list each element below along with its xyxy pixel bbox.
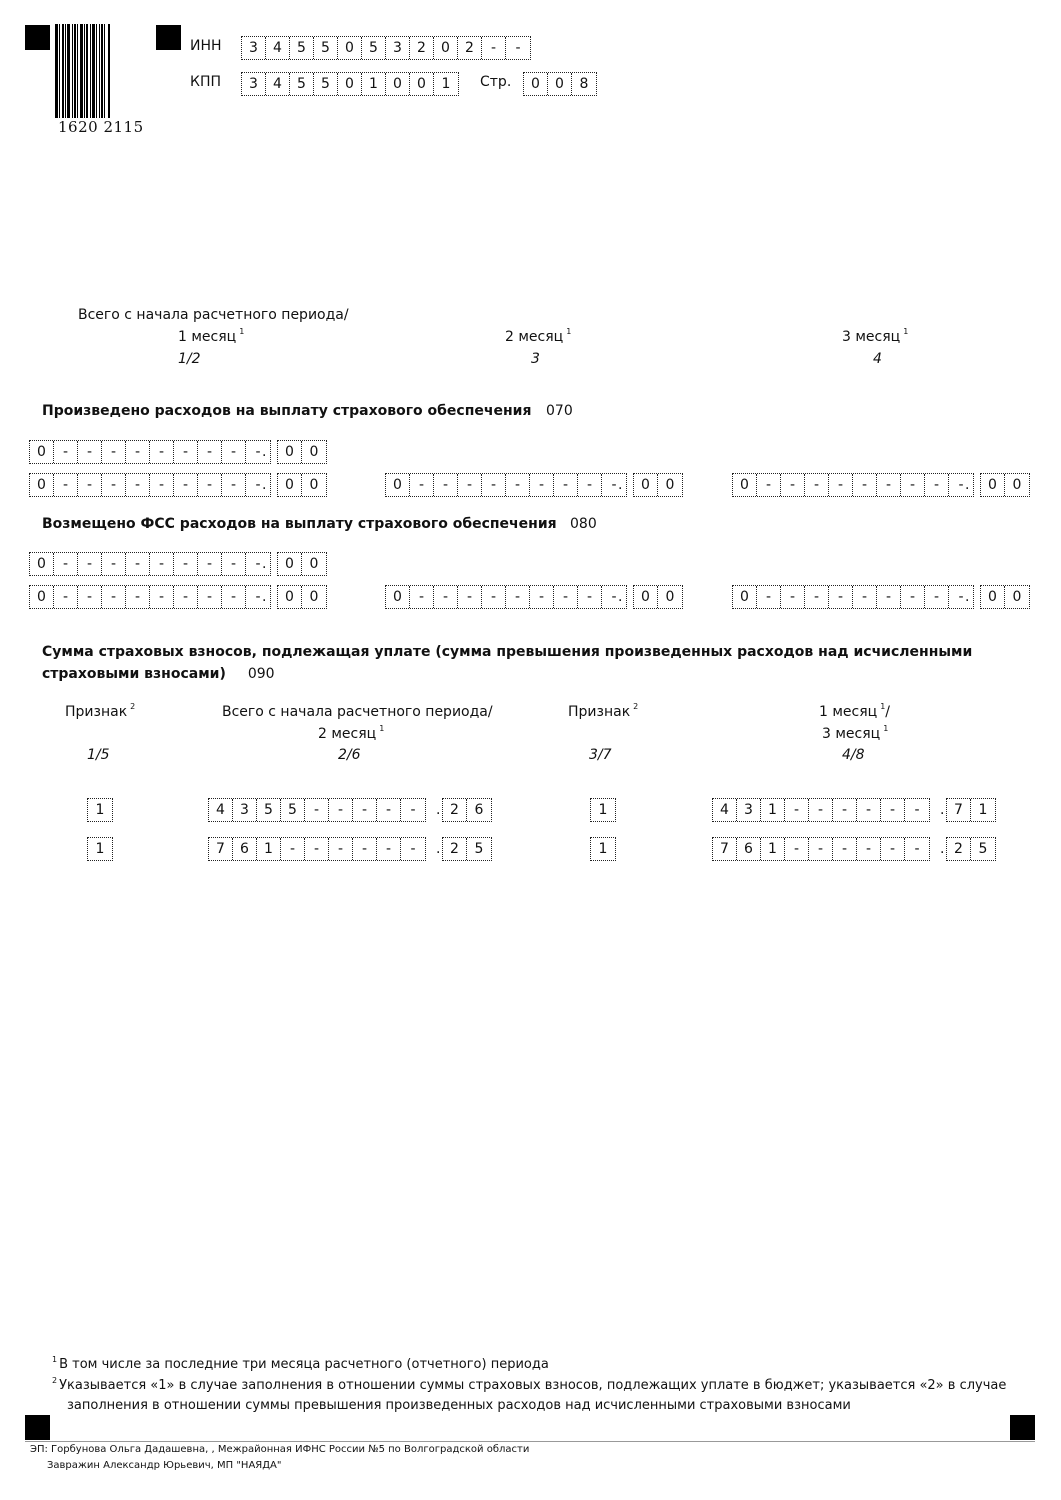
digit-cell: - [78, 474, 102, 496]
barcode-number: 1620 2115 [58, 118, 144, 136]
digit-cell: - [857, 838, 881, 860]
s090-r2-amount-b-dot: . [940, 841, 945, 857]
digit-cell: - [530, 474, 554, 496]
digit-cell: 2 [443, 838, 467, 860]
s070-r2-c2-dot: . [618, 477, 623, 493]
digit-cell: 5 [314, 73, 338, 95]
digit-cell: - [255, 444, 261, 460]
col2-code: 3 [531, 351, 540, 367]
digit-cell: - [805, 586, 829, 608]
digit-cell: - [554, 474, 578, 496]
digit-cell: 1 [761, 838, 785, 860]
digit-cell: - [833, 838, 857, 860]
digit-cell: - [853, 586, 877, 608]
s080-r2-c1-int[interactable] [29, 585, 271, 609]
digit-cell: 0 [665, 589, 675, 605]
digit-cell: - [174, 474, 198, 496]
s070-r2-c1-int[interactable] [29, 473, 271, 497]
digit-cell: - [102, 441, 126, 463]
digit-cell: 5 [314, 37, 338, 59]
footnote-2-line1: $^2$ Указывается «1» в случае заполнения в отношении суммы страховых взносов, подлежащих уплате в бюджет; указывается «2» в случае [52, 1376, 1007, 1393]
digit-cell: 0 [386, 586, 410, 608]
digit-cell: 5 [978, 841, 988, 857]
digit-cell: 4 [209, 799, 233, 821]
s080-r2-c1-dec[interactable] [277, 585, 327, 609]
digit-cell: 0 [1012, 477, 1022, 493]
digit-cell: - [785, 838, 809, 860]
digit-cell: - [829, 586, 853, 608]
digit-cell: 0 [30, 441, 54, 463]
total-period-label-090: Всего с начала расчетного периода/ [222, 704, 493, 720]
digit-cell: 1 [598, 841, 608, 857]
digit-cell: 0 [30, 553, 54, 575]
digit-cell: 0 [386, 73, 410, 95]
code-4-8: 4/8 [842, 747, 865, 763]
corner-marker-bottom-right [1010, 1415, 1035, 1440]
digit-cell: 6 [474, 802, 484, 818]
s090-r1-priznak-b[interactable] [590, 798, 616, 822]
digit-cell: 2 [458, 37, 482, 59]
digit-cell: 0 [309, 477, 319, 493]
digit-cell: - [857, 799, 881, 821]
digit-cell: 0 [278, 586, 302, 608]
digit-cell: - [925, 474, 949, 496]
section-080-code: 080 [570, 516, 597, 532]
digit-cell: - [198, 474, 222, 496]
digit-cell: - [881, 799, 905, 821]
corner-marker-bottom-left [25, 1415, 50, 1440]
digit-cell: - [126, 553, 150, 575]
section-080-title: Возмещено ФСС расходов на выплату страхового обеспечения [42, 516, 557, 532]
barcode-image [55, 24, 153, 118]
s090-r2-amount-a-dec[interactable] [442, 837, 492, 861]
digit-cell: 3 [242, 37, 266, 59]
digit-cell: 5 [257, 799, 281, 821]
digit-cell: - [353, 799, 377, 821]
digit-cell: - [578, 586, 602, 608]
digit-cell: - [150, 441, 174, 463]
digit-cell: - [901, 474, 925, 496]
digit-cell: 0 [30, 586, 54, 608]
digit-cell: - [611, 477, 617, 493]
digit-cell: - [54, 553, 78, 575]
digit-cell: - [482, 586, 506, 608]
digit-cell: 0 [309, 556, 319, 572]
digit-cell: - [805, 474, 829, 496]
footnote-2-line2: заполнения в отношении суммы превышения произведенных расходов над исчисленными страховыми взносами [67, 1398, 851, 1413]
digit-cell: - [54, 441, 78, 463]
corner-marker-top-right-of-barcode [156, 25, 181, 50]
digit-cell: 7 [209, 838, 233, 860]
s080-r1-c1-dot: . [262, 556, 267, 572]
priznak-label-1: Признак $^2$ [65, 702, 136, 720]
digit-cell: 0 [338, 73, 362, 95]
digit-cell: 0 [1012, 589, 1022, 605]
digit-cell: - [781, 586, 805, 608]
signature-line2: Завражин Александр Юрьевич, МП "НАЯДА" [47, 1460, 282, 1471]
inn-field[interactable] [241, 36, 531, 60]
s070-r2-c3-dec[interactable] [980, 473, 1030, 497]
s090-r2-amount-a-dot: . [436, 841, 441, 857]
digit-cell: - [578, 474, 602, 496]
digit-cell: - [410, 802, 416, 818]
digit-cell: 0 [386, 474, 410, 496]
digit-cell: 1 [761, 799, 785, 821]
digit-cell: - [757, 586, 781, 608]
s080-r2-c2-int[interactable] [385, 585, 627, 609]
digit-cell: 4 [266, 73, 290, 95]
month2-label-090: 2 месяц $^1$ [318, 724, 385, 742]
digit-cell: 3 [386, 37, 410, 59]
digit-cell: - [126, 441, 150, 463]
code-1-5: 1/5 [87, 747, 110, 763]
s070-r1-c1-int[interactable] [29, 440, 271, 464]
digit-cell: - [781, 474, 805, 496]
digit-cell: - [150, 474, 174, 496]
kpp-label: КПП [190, 74, 221, 90]
digit-cell: 0 [733, 586, 757, 608]
digit-cell: - [150, 586, 174, 608]
digit-cell: - [809, 799, 833, 821]
code-3-7: 3/7 [589, 747, 612, 763]
s080-r2-c3-dec[interactable] [980, 585, 1030, 609]
digit-cell: - [222, 553, 246, 575]
digit-cell: 0 [309, 589, 319, 605]
digit-cell: 7 [713, 838, 737, 860]
digit-cell: 2 [947, 838, 971, 860]
digit-cell: - [222, 586, 246, 608]
kpp-field[interactable] [241, 72, 459, 96]
digit-cell: - [222, 474, 246, 496]
digit-cell: - [126, 586, 150, 608]
digit-cell: - [877, 586, 901, 608]
digit-cell: 2 [410, 37, 434, 59]
digit-cell: - [54, 474, 78, 496]
digit-cell: 1 [441, 76, 451, 92]
s080-r2-c1-dot: . [262, 589, 267, 605]
digit-cell: - [281, 838, 305, 860]
footer-divider [25, 1441, 1035, 1442]
digit-cell: - [785, 799, 809, 821]
digit-cell: - [833, 799, 857, 821]
digit-cell: - [198, 441, 222, 463]
digit-cell: 0 [309, 444, 319, 460]
corner-marker-top-left [25, 25, 50, 50]
digit-cell: - [255, 556, 261, 572]
col3-code: 4 [873, 351, 882, 367]
s080-r2-c2-dec[interactable] [633, 585, 683, 609]
s090-r2-priznak-b[interactable] [590, 837, 616, 861]
col1-code: 1/2 [178, 351, 201, 367]
digit-cell: - [434, 586, 458, 608]
s090-r1-amount-a-int[interactable] [208, 798, 426, 822]
s070-r1-c1-dec[interactable] [277, 440, 327, 464]
digit-cell: - [198, 553, 222, 575]
s070-r2-c3-dot: . [965, 477, 970, 493]
digit-cell: 4 [713, 799, 737, 821]
digit-cell: 0 [665, 477, 675, 493]
digit-cell: - [78, 553, 102, 575]
s090-r2-amount-a-int[interactable] [208, 837, 426, 861]
digit-cell: 1 [598, 802, 608, 818]
digit-cell: - [410, 841, 416, 857]
digit-cell: - [377, 838, 401, 860]
digit-cell: 2 [443, 799, 467, 821]
s070-r2-c1-dot: . [262, 477, 267, 493]
digit-cell: - [410, 474, 434, 496]
digit-cell: - [809, 838, 833, 860]
digit-cell: 1 [95, 841, 105, 857]
digit-cell: 1 [257, 838, 281, 860]
digit-cell: - [554, 586, 578, 608]
digit-cell: - [853, 474, 877, 496]
digit-cell: 1 [95, 802, 105, 818]
digit-cell: 6 [233, 838, 257, 860]
digit-cell: - [410, 586, 434, 608]
digit-cell: - [78, 441, 102, 463]
s070-r2-c3-int[interactable] [732, 473, 974, 497]
digit-cell: 5 [290, 37, 314, 59]
digit-cell: - [126, 474, 150, 496]
digit-cell: - [757, 474, 781, 496]
digit-cell: 0 [634, 586, 658, 608]
digit-cell: - [198, 586, 222, 608]
digit-cell: 7 [947, 799, 971, 821]
digit-cell: 5 [362, 37, 386, 59]
digit-cell: 0 [524, 73, 548, 95]
footnote-1: $^1$ В том числе за последние три месяца расчетного (отчетного) периода [52, 1355, 549, 1372]
s070-r1-c1-dot: . [262, 444, 267, 460]
digit-cell: - [255, 589, 261, 605]
digit-cell: 5 [281, 799, 305, 821]
digit-cell: 3 [233, 799, 257, 821]
digit-cell: 0 [410, 73, 434, 95]
digit-cell: 0 [981, 586, 1005, 608]
digit-cell: 0 [30, 474, 54, 496]
section-070-title: Произведено расходов на выплату страхового обеспечения [42, 403, 532, 419]
s090-r2-amount-b-dec[interactable] [946, 837, 996, 861]
digit-cell: - [329, 799, 353, 821]
s090-r1-amount-b-dot: . [940, 802, 945, 818]
digit-cell: - [255, 477, 261, 493]
digit-cell: 8 [579, 76, 589, 92]
section-090-title-line2: страховыми взносами) 090 [42, 666, 275, 682]
digit-cell: - [914, 802, 920, 818]
digit-cell: - [482, 37, 506, 59]
digit-cell: - [914, 841, 920, 857]
digit-cell: 0 [278, 553, 302, 575]
digit-cell: - [877, 474, 901, 496]
digit-cell: - [78, 586, 102, 608]
digit-cell: - [611, 589, 617, 605]
s090-r1-amount-b-int[interactable] [712, 798, 930, 822]
month2-label: 2 месяц $^1$ [505, 327, 572, 345]
digit-cell: 0 [278, 474, 302, 496]
digit-cell: 0 [634, 474, 658, 496]
digit-cell: - [305, 838, 329, 860]
s070-r2-c1-dec[interactable] [277, 473, 327, 497]
signature-line1: ЭП: Горбунова Ольга Дадашевна, , Межрайонная ИФНС России №5 по Волгоградской области [30, 1444, 530, 1455]
digit-cell: - [174, 553, 198, 575]
digit-cell: - [458, 586, 482, 608]
digit-cell: - [377, 799, 401, 821]
inn-label: ИНН [190, 38, 222, 54]
digit-cell: - [174, 586, 198, 608]
digit-cell: - [506, 474, 530, 496]
s090-r1-priznak-a[interactable] [87, 798, 113, 822]
digit-cell: - [482, 474, 506, 496]
digit-cell: - [515, 40, 521, 56]
digit-cell: - [102, 586, 126, 608]
digit-cell: - [434, 474, 458, 496]
s090-r1-amount-a-dot: . [436, 802, 441, 818]
s090-r2-amount-b-int[interactable] [712, 837, 930, 861]
s080-r2-c3-int[interactable] [732, 585, 974, 609]
section-070-code: 070 [546, 403, 573, 419]
s070-r2-c2-int[interactable] [385, 473, 627, 497]
digit-cell: 0 [434, 37, 458, 59]
digit-cell: 5 [474, 841, 484, 857]
digit-cell: - [102, 474, 126, 496]
digit-cell: 4 [266, 37, 290, 59]
total-period-label: Всего с начала расчетного периода/ [78, 307, 349, 323]
digit-cell: 1 [978, 802, 988, 818]
month3-label: 3 месяц $^1$ [842, 327, 909, 345]
digit-cell: 0 [548, 73, 572, 95]
month1-label: 1 месяц $^1$ [178, 327, 245, 345]
digit-cell: - [925, 586, 949, 608]
month3-label-090: 3 месяц $^1$ [822, 724, 889, 742]
s090-r1-amount-b-dec[interactable] [946, 798, 996, 822]
s090-r1-amount-a-dec[interactable] [442, 798, 492, 822]
digit-cell: - [305, 799, 329, 821]
page-label: Стр. [480, 74, 512, 90]
digit-cell: - [881, 838, 905, 860]
month1-label-090: 1 месяц $^1$/ [819, 702, 890, 720]
digit-cell: - [958, 477, 964, 493]
digit-cell: - [506, 586, 530, 608]
digit-cell: - [329, 838, 353, 860]
digit-cell: 5 [290, 73, 314, 95]
s080-r1-c1-dec[interactable] [277, 552, 327, 576]
code-2-6: 2/6 [338, 747, 361, 763]
digit-cell: 0 [981, 474, 1005, 496]
s070-r2-c2-dec[interactable] [633, 473, 683, 497]
digit-cell: - [353, 838, 377, 860]
digit-cell: - [174, 441, 198, 463]
page-number-field[interactable] [523, 72, 597, 96]
digit-cell: 3 [737, 799, 761, 821]
s080-r1-c1-int[interactable] [29, 552, 271, 576]
digit-cell: 3 [242, 73, 266, 95]
digit-cell: - [102, 553, 126, 575]
digit-cell: - [458, 474, 482, 496]
s090-r2-priznak-a[interactable] [87, 837, 113, 861]
digit-cell: - [530, 586, 554, 608]
digit-cell: - [829, 474, 853, 496]
s080-r2-c3-dot: . [965, 589, 970, 605]
digit-cell: - [222, 441, 246, 463]
digit-cell: - [901, 586, 925, 608]
digit-cell: 0 [278, 441, 302, 463]
digit-cell: - [150, 553, 174, 575]
priznak-label-2: Признак $^2$ [568, 702, 639, 720]
section-090-title-line1: Сумма страховых взносов, подлежащая уплате (сумма превышения произведенных расходов над исчисленными [42, 644, 973, 660]
digit-cell: - [958, 589, 964, 605]
digit-cell: 0 [338, 37, 362, 59]
digit-cell: 1 [362, 73, 386, 95]
digit-cell: 0 [733, 474, 757, 496]
digit-cell: 6 [737, 838, 761, 860]
digit-cell: - [54, 586, 78, 608]
s080-r2-c2-dot: . [618, 589, 623, 605]
